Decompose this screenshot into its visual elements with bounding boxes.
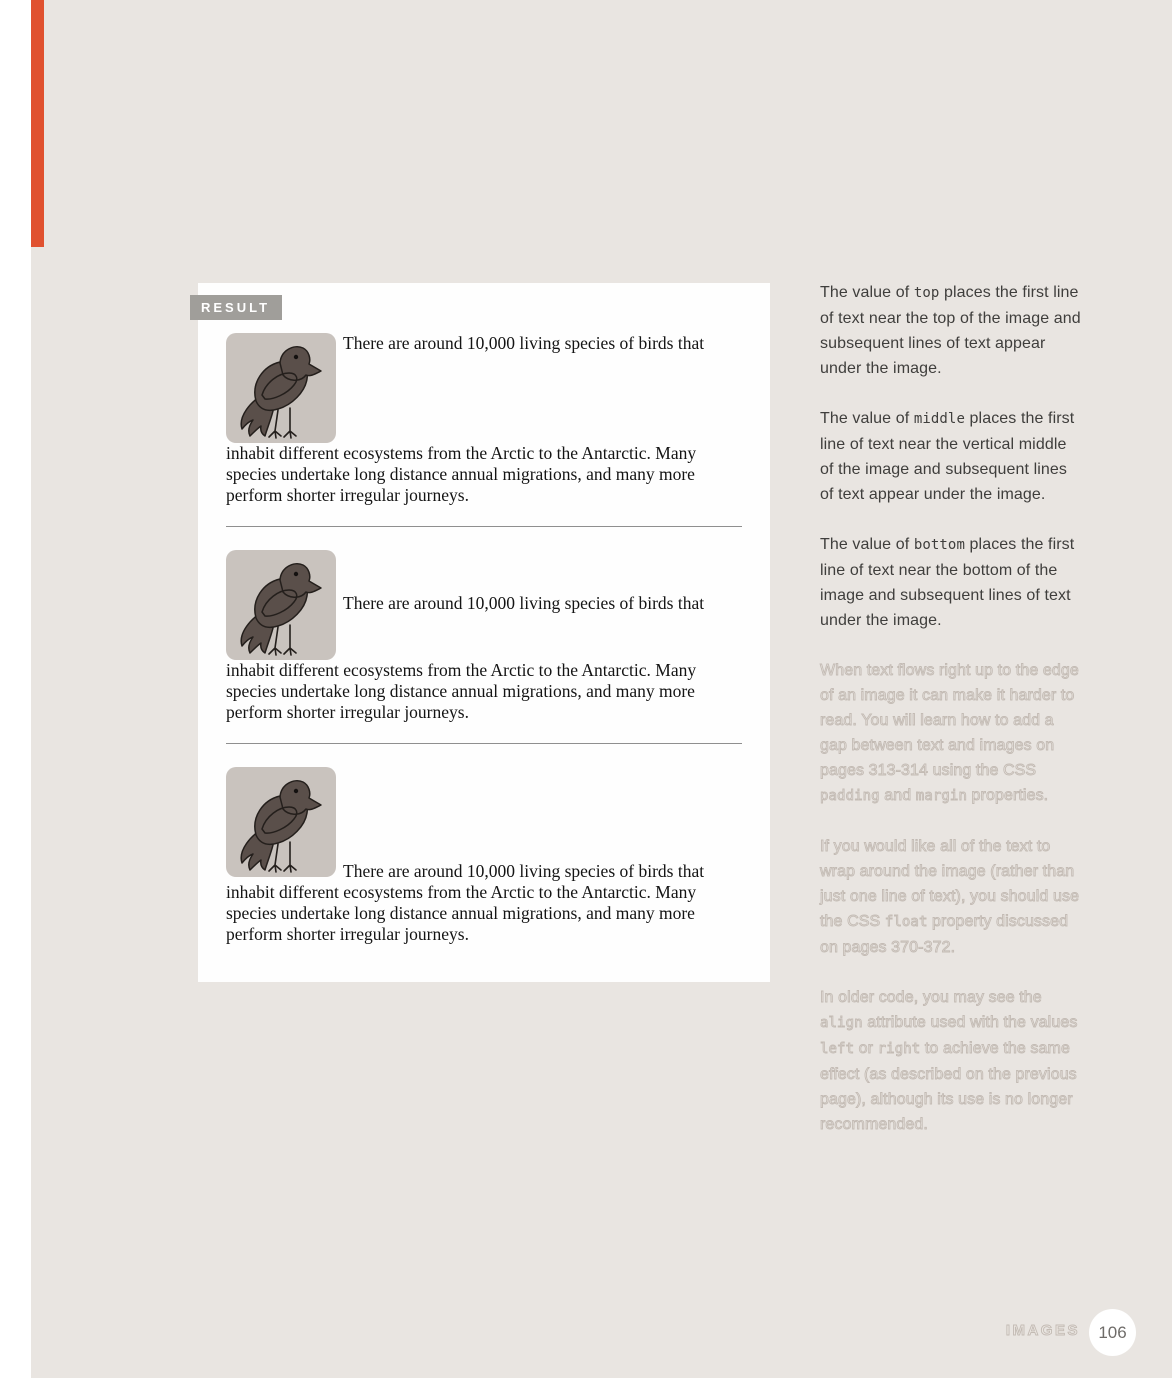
bird-illustration-icon — [226, 333, 336, 443]
result-label: RESULT — [190, 295, 282, 320]
paragraph-float-note: If you would like all of the text to wrap around the image (rather than just one line of text), you should use the CSS float property discussed on pages 370-372. — [820, 838, 1080, 956]
bird-image — [226, 550, 336, 660]
bird-image — [226, 333, 336, 443]
example-align-top — [226, 333, 742, 506]
footer-chapter-label: IMAGES — [1005, 1322, 1080, 1339]
divider — [226, 743, 742, 744]
page-number-badge — [1089, 1309, 1136, 1356]
example-text: There are around 10,000 living species of birds that inhabit different ecosystems from the Arctic to the Antarctic. Many species undertake long distance annual migrations, and many more perform shorter irregular journeys. — [226, 593, 705, 722]
example-text: There are around 10,000 living species of birds that inhabit different ecosystems from the Arctic to the Antarctic. Many species undertake long distance annual migrations, and many more perform shorter irregular journeys. — [226, 333, 705, 505]
example-align-bottom — [226, 767, 742, 945]
explanation-column — [820, 280, 1084, 1162]
chapter-edge-tab — [31, 0, 44, 247]
divider — [226, 526, 742, 527]
paragraph-align-top: The value of top places the first line of text near the top of the image and subsequent lines of text appear under the image. — [820, 284, 1081, 377]
example-text: There are around 10,000 living species of birds that inhabit different ecosystems from the Arctic to the Antarctic. Many species undertake long distance annual migrations, and many more perform shorter irregular journeys. — [226, 861, 705, 944]
result-panel — [198, 283, 770, 982]
result-panel-content — [198, 283, 770, 945]
page-number: 106 — [1098, 1322, 1127, 1342]
paragraph-padding-margin-note: When text flows right up to the edge of an image it can make it harder to read. You will learn how to add a gap between text and images on pages 313-314 using the CSS padding and margin properties. — [820, 662, 1079, 804]
bird-illustration-icon — [226, 550, 336, 660]
paragraph-align-middle: The value of middle places the first line of text near the vertical middle of the image and subsequent lines of text appear under the image. — [820, 410, 1075, 503]
paragraph-older-code-note: In older code, you may see the align attribute used with the values left or right to achieve the same effect (as described on the previous page), although its use is no longer recommended. — [820, 989, 1078, 1133]
paragraph-align-bottom: The value of bottom places the first line of text near the bottom of the image and subsequent lines of text under the image. — [820, 536, 1075, 629]
bird-illustration-icon — [226, 767, 336, 877]
bird-image — [226, 767, 336, 877]
example-align-middle — [226, 550, 742, 723]
